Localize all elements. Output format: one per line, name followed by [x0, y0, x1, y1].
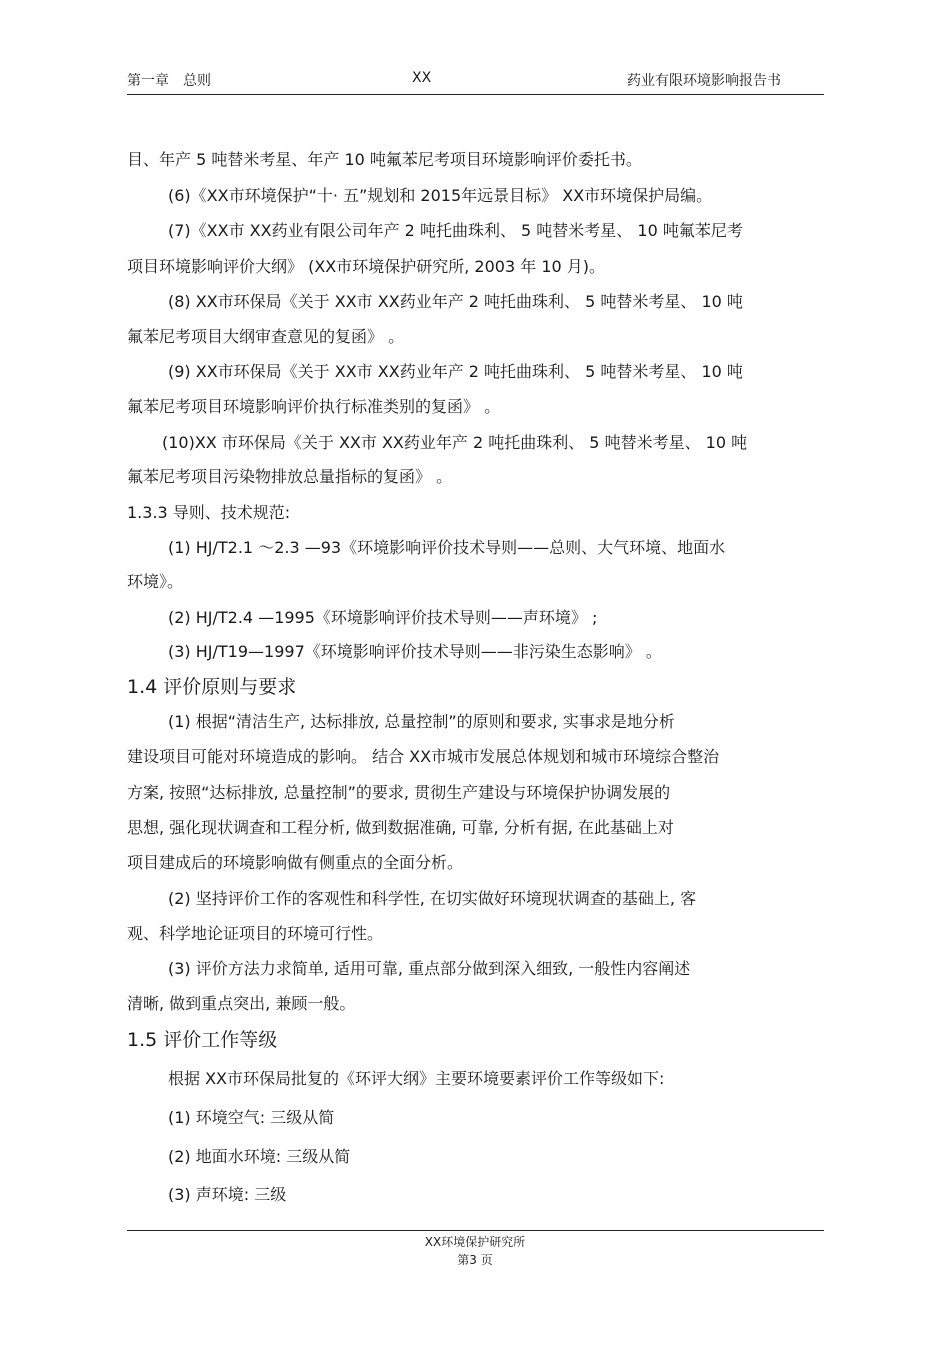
text-line: 项目环境影响评价大纲》 (XX市环境保护研究所, 2003 年 10 月)。: [127, 257, 606, 276]
text-line: 目、年产 5 吨替米考星、年产 10 吨氟苯尼考项目环境影响评价委托书。: [127, 150, 642, 169]
footer-divider: [127, 1230, 824, 1231]
text-line: (7)《XX市 XX药业有限公司年产 2 吨托曲珠利、 5 吨替米考星、 10 吨氟苯尼考: [168, 221, 743, 240]
list-item: (1) 环境空气: 三级从简: [168, 1108, 335, 1127]
header-divider: [127, 94, 824, 95]
text-line: (6)《XX市环境保护“十· 五”规划和 2015年远景目标》 XX市环境保护局编。: [168, 186, 713, 205]
text-line: (9) XX市环保局《关于 XX市 XX药业年产 2 吨托曲珠利、 5 吨替米考星、 10 吨: [168, 362, 743, 381]
text-line: (1) HJ/T2.1 ～2.3 —93《环境影响评价技术导则——总则、大气环境、地面水: [168, 538, 726, 557]
text-line: 氟苯尼考项目大纲审查意见的复函》 。: [127, 327, 405, 346]
text-line: 根据 XX市环保局批复的《环评大纲》主要环境要素评价工作等级如下:: [168, 1069, 665, 1088]
list-item: (3) 声环境: 三级: [168, 1185, 287, 1204]
section-heading-1-5: 1.5 评价工作等级: [127, 1029, 278, 1051]
text-line: 氟苯尼考项目环境影响评价执行标准类别的复函》 。: [127, 397, 501, 416]
page-number: 第3 页: [457, 1253, 493, 1267]
text-line: (3) 评价方法力求简单, 适用可靠, 重点部分做到深入细致, 一般性内容阐述: [168, 959, 691, 978]
text-line: (2) 坚持评价工作的客观性和科学性, 在切实做好环境现状调查的基础上, 客: [168, 889, 697, 908]
text-line: (8) XX市环保局《关于 XX市 XX药业年产 2 吨托曲珠利、 5 吨替米考星、 10 吨: [168, 292, 743, 311]
text-line: 清晰, 做到重点突出, 兼顾一般。: [127, 994, 356, 1013]
header-chapter: 第一章 总则: [127, 73, 211, 89]
text-line: (3) HJ/T19—1997《环境影响评价技术导则——非污染生态影响》 。: [168, 642, 662, 661]
text-line: 思想, 强化现状调查和工程分析, 做到数据准确, 可靠, 分析有据, 在此基础上对: [127, 818, 674, 837]
header-company: XX: [412, 70, 432, 86]
text-line: 项目建成后的环境影响做有侧重点的全面分析。: [127, 853, 464, 872]
header-report-title: 药业有限环境影响报告书: [627, 73, 781, 89]
text-line: (10)XX 市环保局《关于 XX市 XX药业年产 2 吨托曲珠利、 5 吨替米考星、 10 吨: [162, 433, 748, 452]
text-line: 观、科学地论证项目的环境可行性。: [127, 924, 384, 943]
text-line: 氟苯尼考项目污染物排放总量指标的复函》 。: [127, 467, 453, 486]
section-heading-1-3-3: 1.3.3 导则、技术规范:: [127, 503, 291, 522]
text-line: 方案, 按照“达标排放, 总量控制”的要求, 贯彻生产建设与环境保护协调发展的: [127, 783, 671, 802]
text-line: (2) HJ/T2.4 —1995《环境影响评价技术导则——声环境》 ;: [168, 608, 598, 627]
list-item: (2) 地面水环境: 三级从简: [168, 1147, 351, 1166]
text-line: 建设项目可能对环境造成的影响。 结合 XX市城市发展总体规划和城市环境综合整治: [127, 747, 720, 766]
section-heading-1-4: 1.4 评价原则与要求: [127, 676, 297, 698]
text-line: (1) 根据“清洁生产, 达标排放, 总量控制”的原则和要求, 实事求是地分析: [168, 712, 675, 731]
footer-organization: XX环境保护研究所: [424, 1235, 526, 1249]
text-line: 环境》。: [127, 572, 184, 591]
